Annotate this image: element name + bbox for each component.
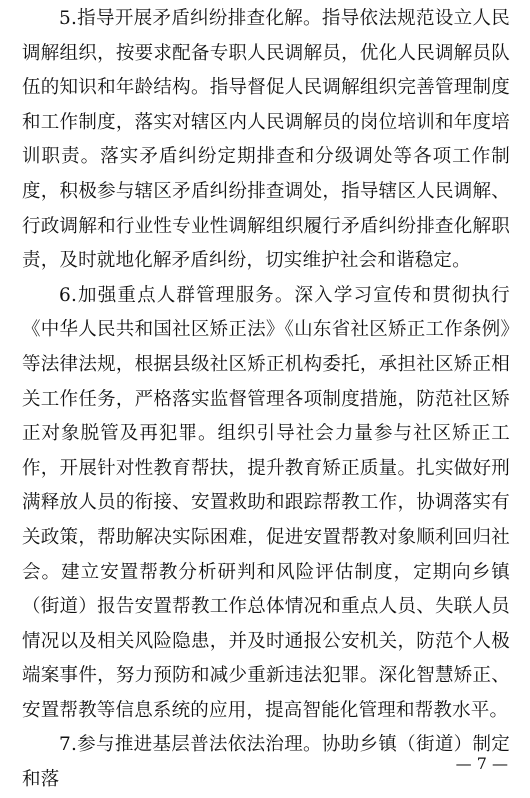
paragraph-7 [22, 728, 510, 797]
page-number: — 7 — [455, 754, 508, 773]
paragraph-5-heading: 5.指导开展矛盾纠纷排查化解。 [59, 8, 322, 29]
paragraph-6 [22, 279, 510, 729]
paragraph-6-heading: 6.加强重点人群管理服务。 [59, 284, 295, 306]
paragraph-7-body: 协助乡镇（街道）制定和落 [22, 734, 510, 791]
paragraph-5 [22, 2, 510, 279]
paragraph-6-body: 深入学习宣传和贯彻执行《中华人民共和国社区矫正法》《山东省社区矫正工作条例》等法律法规，根据县级社区矫正机构委托，承担社区矫正相关工作任务，严格落实监督管理各项制度措施，防范社区矫正对象脱管及再犯罪。组织引导社会力量参与社区矫正工作，开展针对性教育帮扶，提升教育矫正质量。扎实做好刑满释放人员的衔接、安置救助和跟踪帮教工作，协调落实有关政策，帮助解决实际困难，促进安置帮教对象顺利回归社会。建立安置帮教分析研判和风险评估制度，定期向乡镇（街道）报告安置帮教工作总体情况和重点人员、失联人员情况以及相关风险隐患，并及时通报公安机关，防范个人极端案事件，努力预防和减少重新违法犯罪。深化智慧矫正、安置帮教等信息系统的应用，提高智能化管理和帮教水平。 [22, 284, 510, 721]
paragraph-7-heading: 7.参与推进基层普法依法治理。 [59, 734, 322, 756]
document-page [22, 2, 510, 798]
paragraph-5-body: 指导依法规范设立人民调解组织，按要求配备专职人民调解员，优化人民调解员队伍的知识和年龄结构。指导督促人民调解组织完善管理制度和工作制度，落实对辖区内人民调解员的岗位培训和年度培训职责。落实矛盾纠纷定期排查和分级调处等各项工作制度，积极参与辖区矛盾纠纷排查调处，指导辖区人民调解、行政调解和行业性专业性调解组织履行矛盾纠纷排查化解职责，及时就地化解矛盾纠纷，切实维护社会和谐稳定。 [22, 8, 510, 272]
